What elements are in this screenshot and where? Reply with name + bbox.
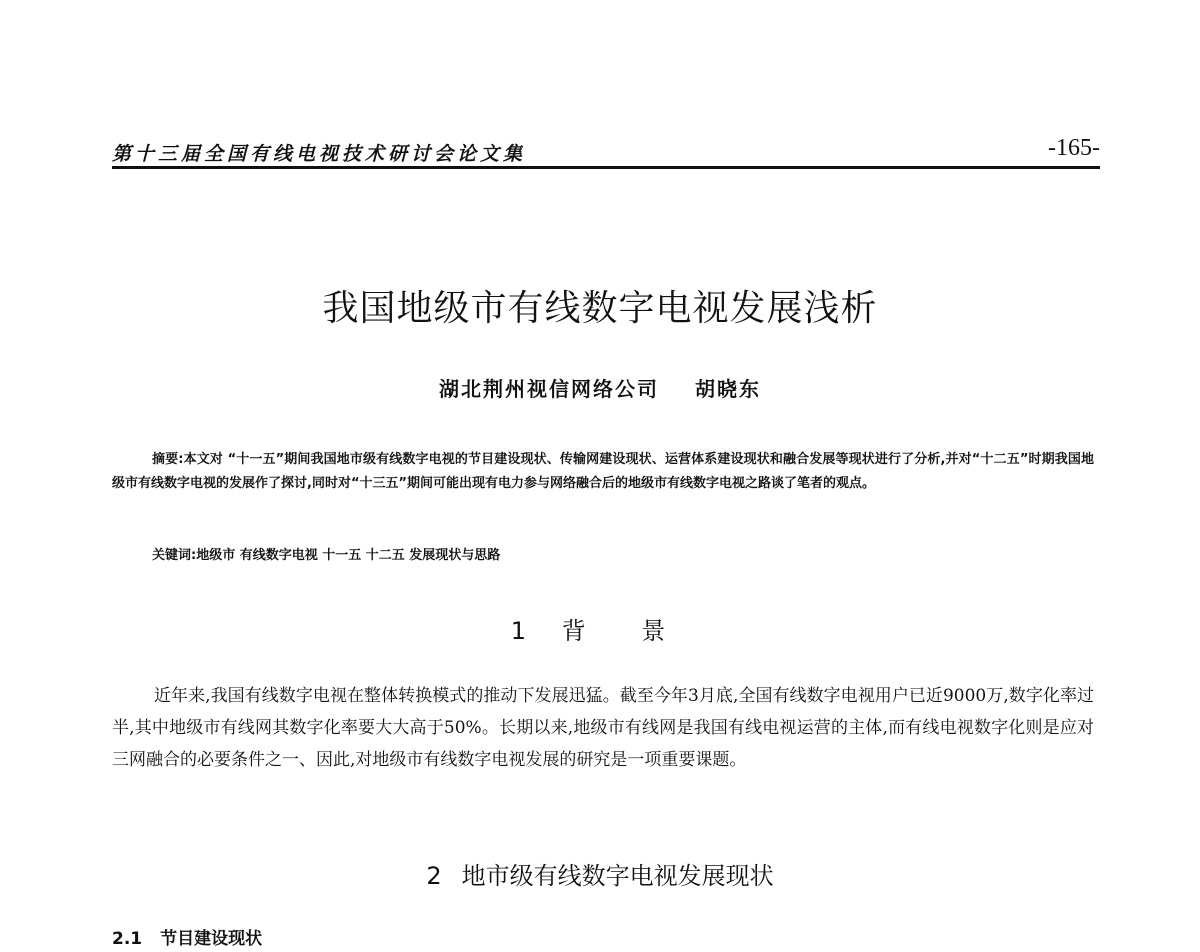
running-header [112, 133, 1100, 171]
section-number: 1 [510, 617, 526, 645]
subsection-title: 节目建设现状 [160, 929, 263, 949]
section-heading-status [0, 856, 1200, 891]
author-affiliation: 湖北荆州视信网络公司 [439, 377, 659, 401]
subsection-number: 2.1 [112, 929, 143, 949]
abstract: 摘要:本文对 “十一五”期间我国地市级有线数字电视的节目建设现状、传输网建设现状、运营体系建设现状和融合发展等现状进行了分析,并对“十二五”时期我国地级市有线数字电视的发展作了探讨,同时对“十三五”期间可能出现有电力参与网络融合后的地级市有线数字电视之路谈了笔者的观点。 [112, 452, 1094, 491]
header-rule [112, 166, 1100, 169]
keywords: 关键词:地级市 有线数字电视 十一五 十二五 发展现状与思路 [152, 548, 501, 563]
subsection-heading [112, 924, 262, 949]
section-title: 地市级有线数字电视发展现状 [461, 862, 774, 890]
body-paragraph: 近年来,我国有线数字电视在整体转换模式的推动下发展迅猛。截至今年3月底,全国有线数字电视用户已近9000万,数字化率过半,其中地级市有线网其数字化率要大大高于50%。长期以来,地级市有线网是我国有线电视运营的主体,而有线电视数字化则是应对三网融合的必要条件之一、因此,对地级市有线数字电视发展的研究是一项重要课题。 [112, 686, 1094, 770]
section-title: 背 景 [561, 617, 690, 645]
page-number: -165- [1048, 135, 1100, 161]
author-name: 胡晓东 [695, 377, 761, 401]
paper-title: 我国地级市有线数字电视发展浅析 [322, 288, 878, 329]
running-title: 第十三届全国有线电视技术研讨会论文集 [112, 143, 527, 165]
author-line [0, 373, 1200, 402]
section-number: 2 [426, 862, 442, 890]
section-heading-background [0, 611, 1200, 646]
